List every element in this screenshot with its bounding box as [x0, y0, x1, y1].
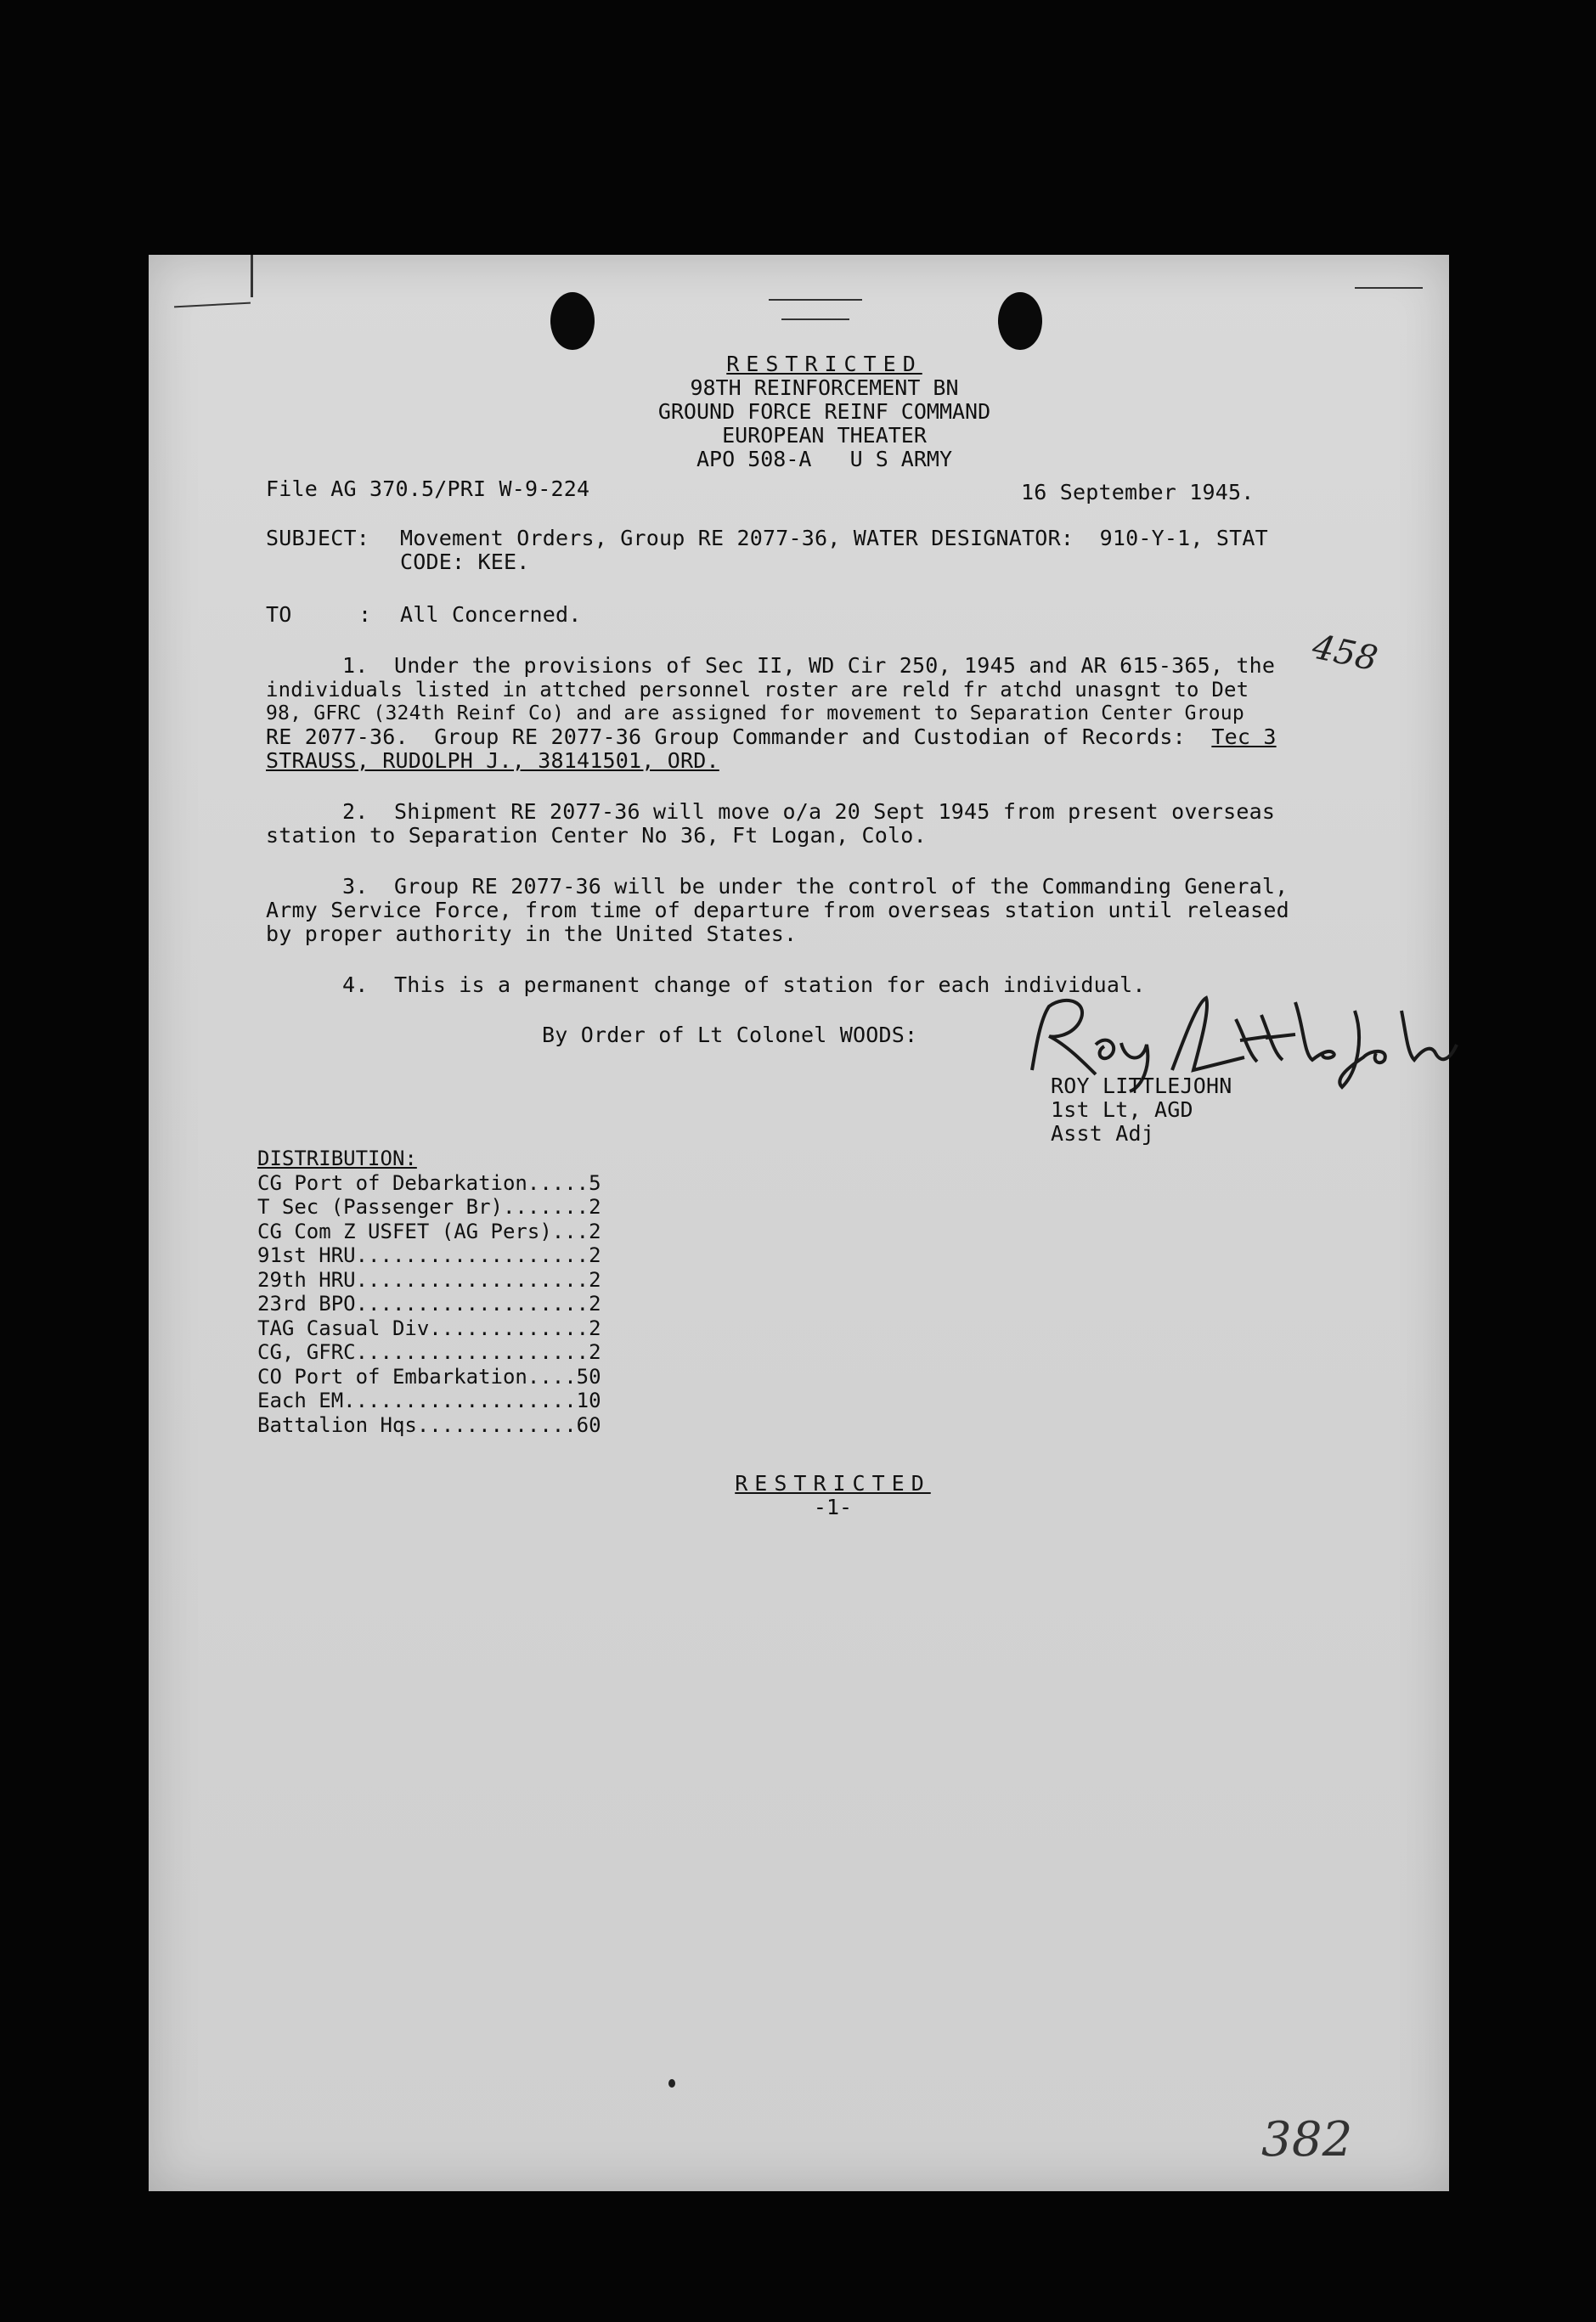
para1-line-4	[266, 725, 1277, 749]
custodian-rank: Tec 3	[1211, 724, 1277, 749]
archive-number: 382	[1261, 2112, 1353, 2167]
para3-line-2: Army Service Force, from time of departure from overseas station until released	[266, 898, 1289, 922]
to-colon: :	[358, 602, 372, 627]
subject-line-2: CODE: KEE.	[400, 550, 530, 574]
signer-name: ROY LITTLEJOHN	[1051, 1074, 1232, 1098]
classification-header: RESTRICTED	[726, 352, 922, 376]
edge-mark	[769, 299, 862, 301]
para1-line-4-text: RE 2077-36. Group RE 2077-36 Group Commander and Custodian of Records:	[266, 724, 1212, 749]
para1-line-2: individuals listed in attched personnel roster are reld fr atchd unasgnt to Det	[266, 678, 1249, 702]
distribution-item: 23rd BPO...................2	[257, 1292, 601, 1316]
signer-rank: 1st Lt, AGD	[1051, 1097, 1193, 1122]
subject-line-1: Movement Orders, Group RE 2077-36, WATER DESIGNATOR: 910-Y-1, STAT	[400, 526, 1268, 550]
paper-speck	[668, 2079, 675, 2088]
document-date: 16 September 1945.	[1021, 480, 1255, 504]
distribution-item: TAG Casual Div.............2	[257, 1316, 601, 1340]
subject-label: SUBJECT:	[266, 526, 370, 550]
distribution-item: 91st HRU...................2	[257, 1243, 601, 1267]
edge-mark	[781, 318, 849, 320]
para2-line-1: 2. Shipment RE 2077-36 will move o/a 20 Sept 1945 from present overseas	[342, 799, 1276, 824]
para4-line-1: 4. This is a permanent change of station for each individual.	[342, 972, 1146, 997]
edge-mark	[1355, 287, 1423, 289]
edge-mark	[251, 255, 253, 297]
punch-hole-right	[998, 292, 1042, 350]
unit-name: 98TH REINFORCEMENT BN	[690, 375, 959, 400]
signer-title: Asst Adj	[1051, 1121, 1155, 1146]
distribution-item: T Sec (Passenger Br).......2	[257, 1195, 601, 1219]
para2-line-2: station to Separation Center No 36, Ft Logan, Colo.	[266, 823, 927, 848]
para3-line-3: by proper authority in the United States.	[266, 921, 798, 946]
order-by-line: By Order of Lt Colonel WOODS:	[542, 1023, 918, 1047]
document-page	[149, 255, 1449, 2191]
custodian-name: STRAUSS, RUDOLPH J., 38141501, ORD.	[266, 748, 719, 773]
para1-line-1: 1. Under the provisions of Sec II, WD Cir 250, 1945 and AR 615-365, the	[342, 653, 1276, 678]
file-reference: File AG 370.5/PRI W-9-224	[266, 476, 590, 501]
to-label: TO	[266, 602, 292, 627]
distribution-item: CG Port of Debarkation.....5	[257, 1171, 601, 1195]
para1-line-3: 98, GFRC (324th Reinf Co) and are assigned for movement to Separation Center Group	[266, 702, 1244, 724]
distribution-item: 29th HRU...................2	[257, 1268, 601, 1292]
distribution-item: CG, GFRC...................2	[257, 1340, 601, 1364]
to-value: All Concerned.	[400, 602, 582, 627]
para3-line-1: 3. Group RE 2077-36 will be under the control of the Commanding General,	[342, 874, 1289, 899]
distribution-item: CG Com Z USFET (AG Pers)...2	[257, 1220, 601, 1243]
apo-line: APO 508-A U S ARMY	[696, 447, 953, 471]
distribution-item: Battalion Hqs.............60	[257, 1413, 601, 1437]
edge-mark	[174, 302, 251, 308]
page-number: -1-	[813, 1495, 853, 1519]
distribution-item: Each EM...................10	[257, 1389, 601, 1412]
theater-name: EUROPEAN THEATER	[722, 423, 927, 448]
page-annotation: 458	[1309, 627, 1381, 679]
punch-hole-left	[550, 292, 595, 350]
classification-footer: RESTRICTED	[735, 1471, 931, 1496]
command-name: GROUND FORCE REINF COMMAND	[657, 399, 991, 424]
distribution-item: CO Port of Embarkation....50	[257, 1365, 601, 1389]
distribution-heading: DISTRIBUTION:	[257, 1147, 417, 1170]
